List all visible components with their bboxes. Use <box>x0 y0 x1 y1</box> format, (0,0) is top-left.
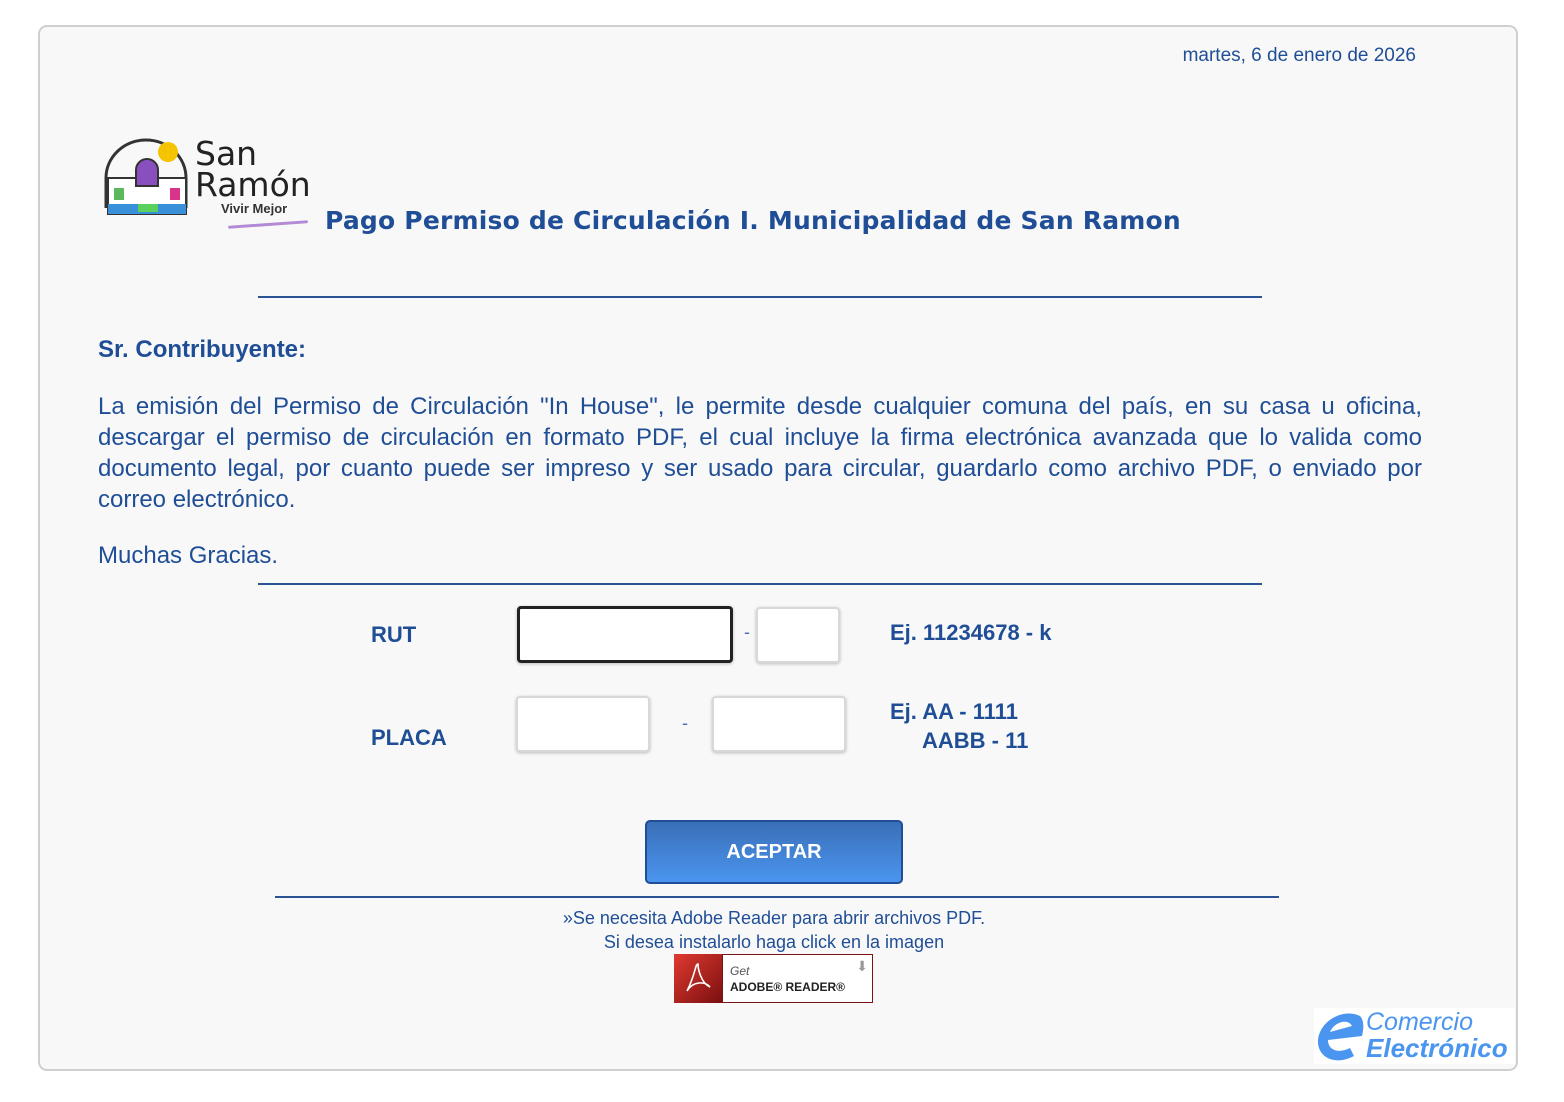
rut-example: Ej. 11234678 - k <box>890 620 1052 645</box>
rut-separator: - <box>744 622 750 642</box>
logo-text-ramon: Ramón <box>195 165 311 204</box>
page-title: Pago Permiso de Circulación I. Municipalidad de San Ramon <box>325 206 1181 235</box>
download-arrow-icon: ⬇ <box>856 958 868 974</box>
divider <box>275 896 1279 898</box>
placa-example-2: AABB - 11 <box>922 728 1029 753</box>
e-letter-icon <box>1314 1010 1366 1064</box>
brand-electronico: Electrónico <box>1366 1033 1508 1063</box>
rut-label: RUT <box>371 622 417 647</box>
brand-comercio: Comercio <box>1366 1008 1473 1036</box>
adobe-install-hint: Si desea instalarlo haga click en la imagen <box>603 932 945 952</box>
placa-example-1: Ej. AA - 1111 <box>890 699 1019 724</box>
adobe-notice: »Se necesita Adobe Reader para abrir archivos PDF. <box>562 908 986 928</box>
placa-part2-input[interactable] <box>712 696 846 752</box>
divider <box>258 583 1262 585</box>
divider <box>258 296 1262 298</box>
current-date: martes, 6 de enero de 2026 <box>1182 45 1416 66</box>
get-adobe-reader-button[interactable] <box>674 954 873 1003</box>
adobe-get-text: Get <box>730 964 750 978</box>
placa-label: PLACA <box>371 725 447 750</box>
logo-tagline: Vivir Mejor <box>221 201 288 216</box>
comercio-electronico-logo <box>1314 1008 1515 1064</box>
logo-text-san: San <box>195 134 258 173</box>
logo-swoosh <box>228 220 308 229</box>
adobe-logo-icon <box>674 954 722 1003</box>
greeting: Sr. Contribuyente: <box>98 336 307 363</box>
san-ramon-logo <box>100 134 315 233</box>
intro-paragraph: La emisión del Permiso de Circulación "In House", le permite desde cualquier comuna del país, en su casa u oficina, descargar el permiso de circulación en formato PDF, el cual incluye la firma electrónica avanzada que lo valida como documento legal, por cuanto puede ser impreso y ser usado para circular, guardarlo como archivo PDF, o enviado por correo electrónico. <box>98 393 1422 513</box>
aceptar-button[interactable]: ACEPTAR <box>645 820 903 884</box>
municipal-building-icon <box>100 138 195 218</box>
placa-separator: - <box>682 713 688 733</box>
placa-part1-input[interactable] <box>516 696 650 752</box>
adobe-reader-text: ADOBE® READER® <box>730 980 846 994</box>
rut-dv-input[interactable] <box>756 607 840 663</box>
rut-input[interactable] <box>517 606 733 663</box>
thanks-text: Muchas Gracias. <box>98 542 279 569</box>
